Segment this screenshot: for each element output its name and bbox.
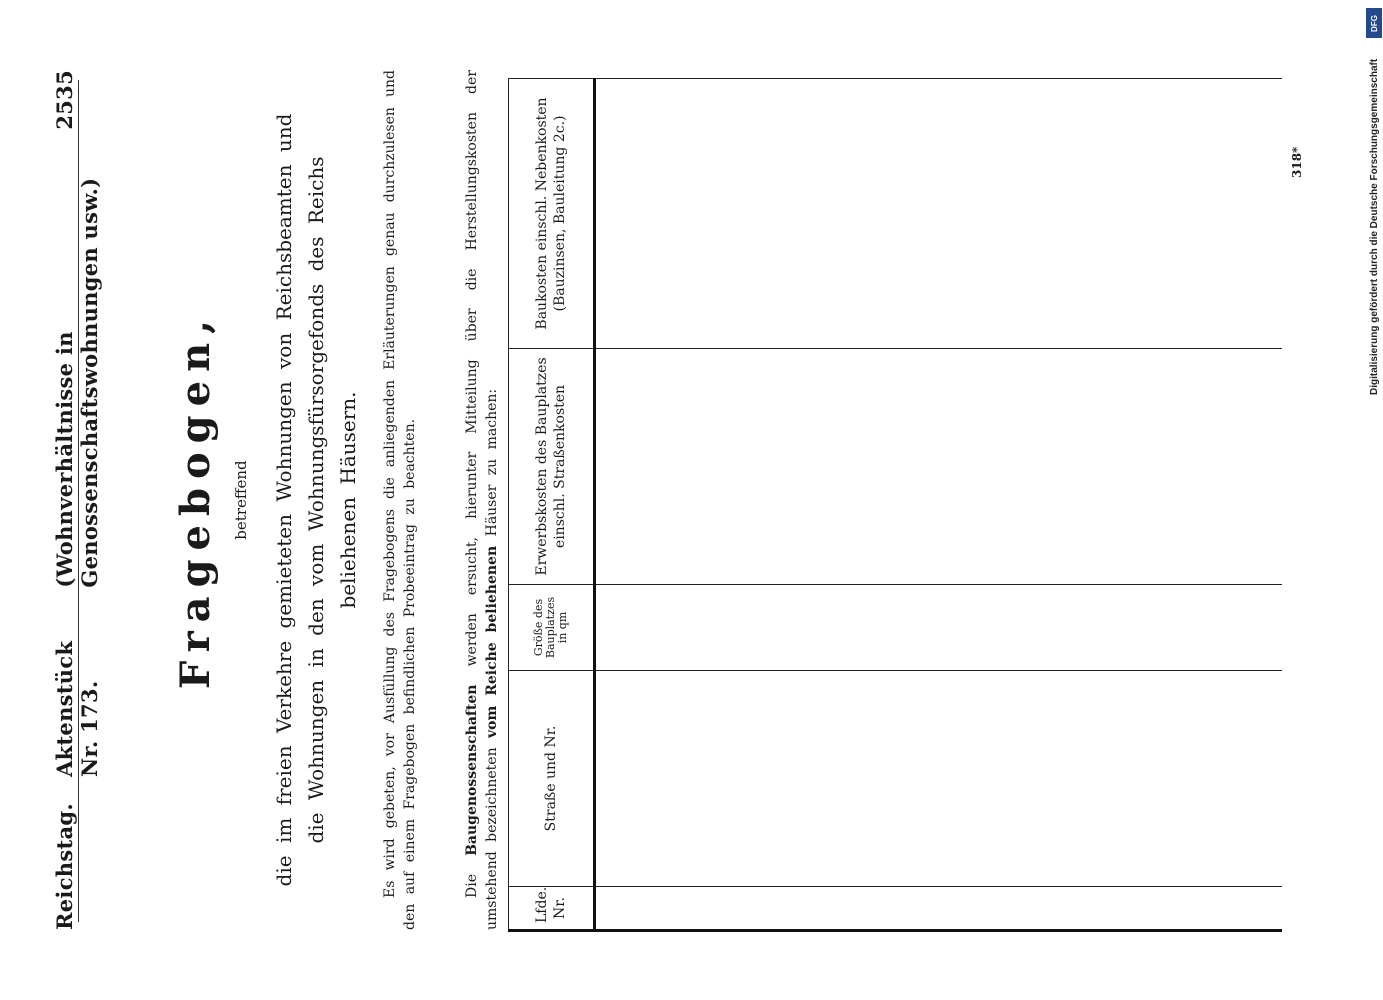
cell-erwerbskosten[interactable] — [595, 349, 1283, 585]
header-lfde-nr: Lfde. Nr. — [509, 887, 595, 931]
header-baukosten: Baukosten einschl. Nebenkosten (Bauzinsen, Bauleitung 2c.) — [509, 79, 595, 349]
header-rule — [78, 80, 79, 922]
header-aktenstueck: Aktenstück Nr. 173. — [52, 640, 102, 778]
header-topic: (Wohnverhältnisse in Genossenschaftswohnungen usw.) — [52, 177, 102, 588]
request-paragraph — [462, 70, 502, 930]
header-strasse: Straße und Nr. — [509, 671, 595, 887]
cell-strasse[interactable] — [595, 671, 1283, 887]
request-text-2: werden ersucht, hierunter Mitteilung über die Herstellungskosten der umstehend bezeichneten — [464, 70, 500, 930]
cell-groesse[interactable] — [595, 585, 1283, 671]
header-reichstag: Reichstag. — [52, 803, 77, 930]
cell-lfde-nr[interactable] — [595, 887, 1283, 931]
page-header — [52, 70, 102, 930]
document-title: Fragebogen, — [172, 310, 219, 690]
request-text-3: Häuser zu machen: — [484, 388, 500, 537]
request-bold-2: vom Reiche beliehenen — [484, 545, 500, 738]
cost-table — [508, 80, 1282, 932]
instruction-paragraph: Es wird gebeten, vor Ausfüllung des Fragebogens die anliegenden Erläuterungen genau durchzulesen und den auf einem Fragebogen befindlichen Probeeintrag zu beachten. — [382, 70, 418, 930]
page-number: 2535 — [52, 70, 77, 130]
cell-baukosten[interactable] — [595, 79, 1283, 349]
footer-number: 318* — [1290, 146, 1304, 178]
table-row — [595, 79, 1283, 931]
digitization-credit — [1364, 0, 1383, 395]
betreffend-label: betreffend — [232, 460, 250, 540]
document-subject: die im freien Verkehre gemieteten Wohnungen von Reichsbeamten und die Wohnungen in den vom Wohnungsfürsorgefonds des Reichs beliehenen Häusern. — [272, 113, 360, 887]
dfg-logo-text: DFG — [1369, 14, 1379, 32]
credit-text: Digitalisierung gefördert durch die Deutsche Forschungsgemeinschaft — [1368, 58, 1380, 395]
request-bold-1: Baugenossenschaften — [464, 684, 480, 856]
header-groesse: Größe des Bauplatzes in qm — [509, 585, 595, 671]
header-erwerbskosten: Erwerbskosten des Bauplatzes einschl. Straßenkosten — [509, 349, 595, 585]
request-text-1: Die — [464, 874, 480, 898]
